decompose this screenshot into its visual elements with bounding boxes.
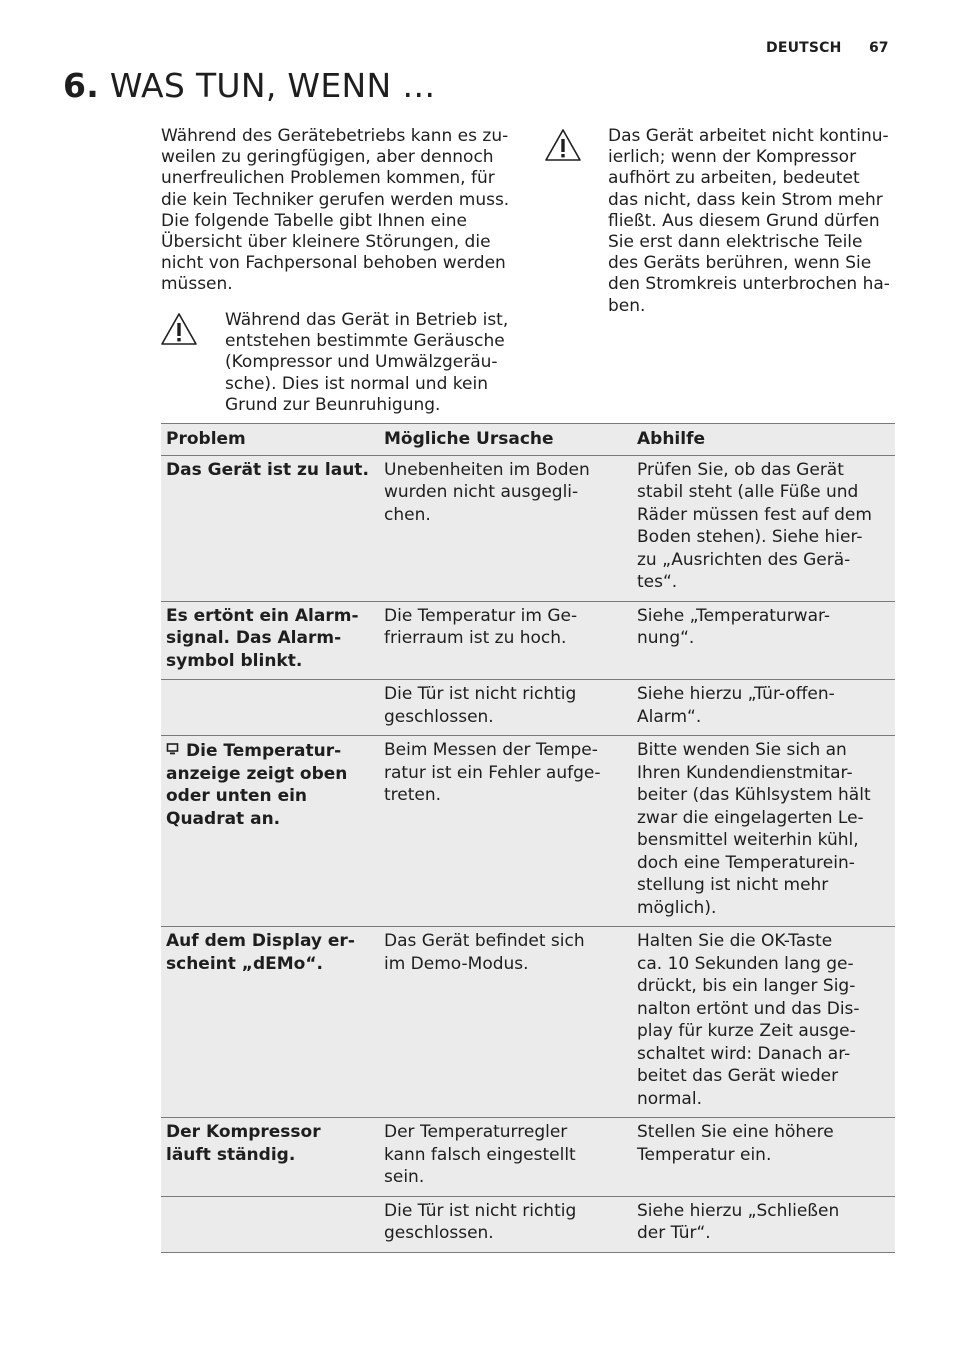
problem-cell (161, 680, 379, 736)
section-title-text: WAS TUN, WENN … (109, 66, 436, 105)
intro-paragraph: Während des Gerätebetriebs kann es zu- weilen zu geringfügigen, aber dennoch unerfreulichen Problemen kommen, für die kein Techniker gerufen werden muss. Die folgende Tabelle gibt Ihnen eine Übersicht über kleinere Störungen, die nicht von Fachpersonal behoben werden müssen. (161, 126, 510, 295)
remedy-cell: Siehe hierzu „Schließen der Tür“. (632, 1196, 895, 1252)
remedy-cell: Bitte wenden Sie sich an Ihren Kundendienstmitar- beiter (das Kühlsystem hält zwar die eingelagerten Le- bensmittel weiterhin kühl, doch eine Temperaturein- stellung ist nicht mehr möglich). (632, 736, 895, 927)
problem-cell: Das Gerät ist zu laut. (161, 455, 379, 601)
cause-cell: Der Temperaturregler kann falsch eingestellt sein. (379, 1118, 632, 1197)
table-row (161, 1196, 895, 1252)
warning-power-text: Das Gerät arbeitet nicht kontinu- ierlich; wenn der Kompressor aufhört zu arbeiten, bedeutet das nicht, dass kein Strom mehr fließt. Aus diesem Grund dürfen Sie erst dann elektrische Teile des Geräts berühren, wenn Sie den Stromkreis unterbrochen ha- ben. (608, 126, 890, 316)
troubleshooting-table (161, 423, 895, 1253)
cause-cell: Die Tür ist nicht richtig geschlossen. (379, 680, 632, 736)
warning-triangle-icon (544, 128, 582, 162)
cause-cell: Die Tür ist nicht richtig geschlossen. (379, 1196, 632, 1252)
problem-cell (161, 1196, 379, 1252)
table-row (161, 455, 895, 601)
remedy-cell: Halten Sie die OK-Taste ca. 10 Sekunden lang ge- drückt, bis ein langer Sig- nalton ertönt und das Dis- play für kurze Zeit ausge- schaltet wird: Danach ar- beitet das Gerät wieder normal. (632, 927, 895, 1118)
column-header-problem: Problem (161, 424, 379, 456)
section-title (63, 66, 436, 105)
problem-cell: Der Kompressor läuft ständig. (161, 1118, 379, 1197)
remedy-cell: Stellen Sie eine höhere Temperatur ein. (632, 1118, 895, 1197)
problem-cell: Auf dem Display er- scheint „dEMo“. (161, 927, 379, 1118)
problem-cell (161, 736, 379, 927)
cause-cell: Unebenheiten im Boden wurden nicht ausgegli- chen. (379, 455, 632, 601)
warning-noise-text: Während das Gerät in Betrieb ist, entstehen bestimmte Geräusche (Kompressor und Umwälzgeräu- sche). Dies ist normal und kein Grund zur Beunruhigung. (225, 310, 509, 415)
table-row (161, 680, 895, 736)
column-header-remedy: Abhilfe (632, 424, 895, 456)
cause-cell: Beim Messen der Tempe- ratur ist ein Fehler aufge- treten. (379, 736, 632, 927)
column-header-cause: Mögliche Ursache (379, 424, 632, 456)
page-number: 67 (869, 40, 889, 56)
table-row (161, 736, 895, 927)
warning-triangle-icon (160, 312, 198, 346)
sensor-square-icon (166, 739, 180, 762)
remedy-cell: Prüfen Sie, ob das Gerät stabil steht (alle Füße und Räder müssen fest auf dem Boden stehen). Siehe hier- zu „Ausrichten des Gerä- tes“. (632, 455, 895, 601)
header-language: DEUTSCH (766, 40, 842, 56)
remedy-cell: Siehe „Temperaturwar- nung“. (632, 601, 895, 680)
table-header-row (161, 424, 895, 456)
table-row (161, 927, 895, 1118)
table-row (161, 1118, 895, 1197)
remedy-cell: Siehe hierzu „Tür-offen- Alarm“. (632, 680, 895, 736)
problem-cell: Es ertönt ein Alarm- signal. Das Alarm- symbol blinkt. (161, 601, 379, 680)
section-number: 6. (63, 66, 100, 105)
cause-cell: Die Temperatur im Ge- frierraum ist zu hoch. (379, 601, 632, 680)
problem-text: Die Temperatur- anzeige zeigt oben oder unten ein Quadrat an. (166, 741, 348, 829)
table-row (161, 601, 895, 680)
cause-cell: Das Gerät befindet sich im Demo-Modus. (379, 927, 632, 1118)
